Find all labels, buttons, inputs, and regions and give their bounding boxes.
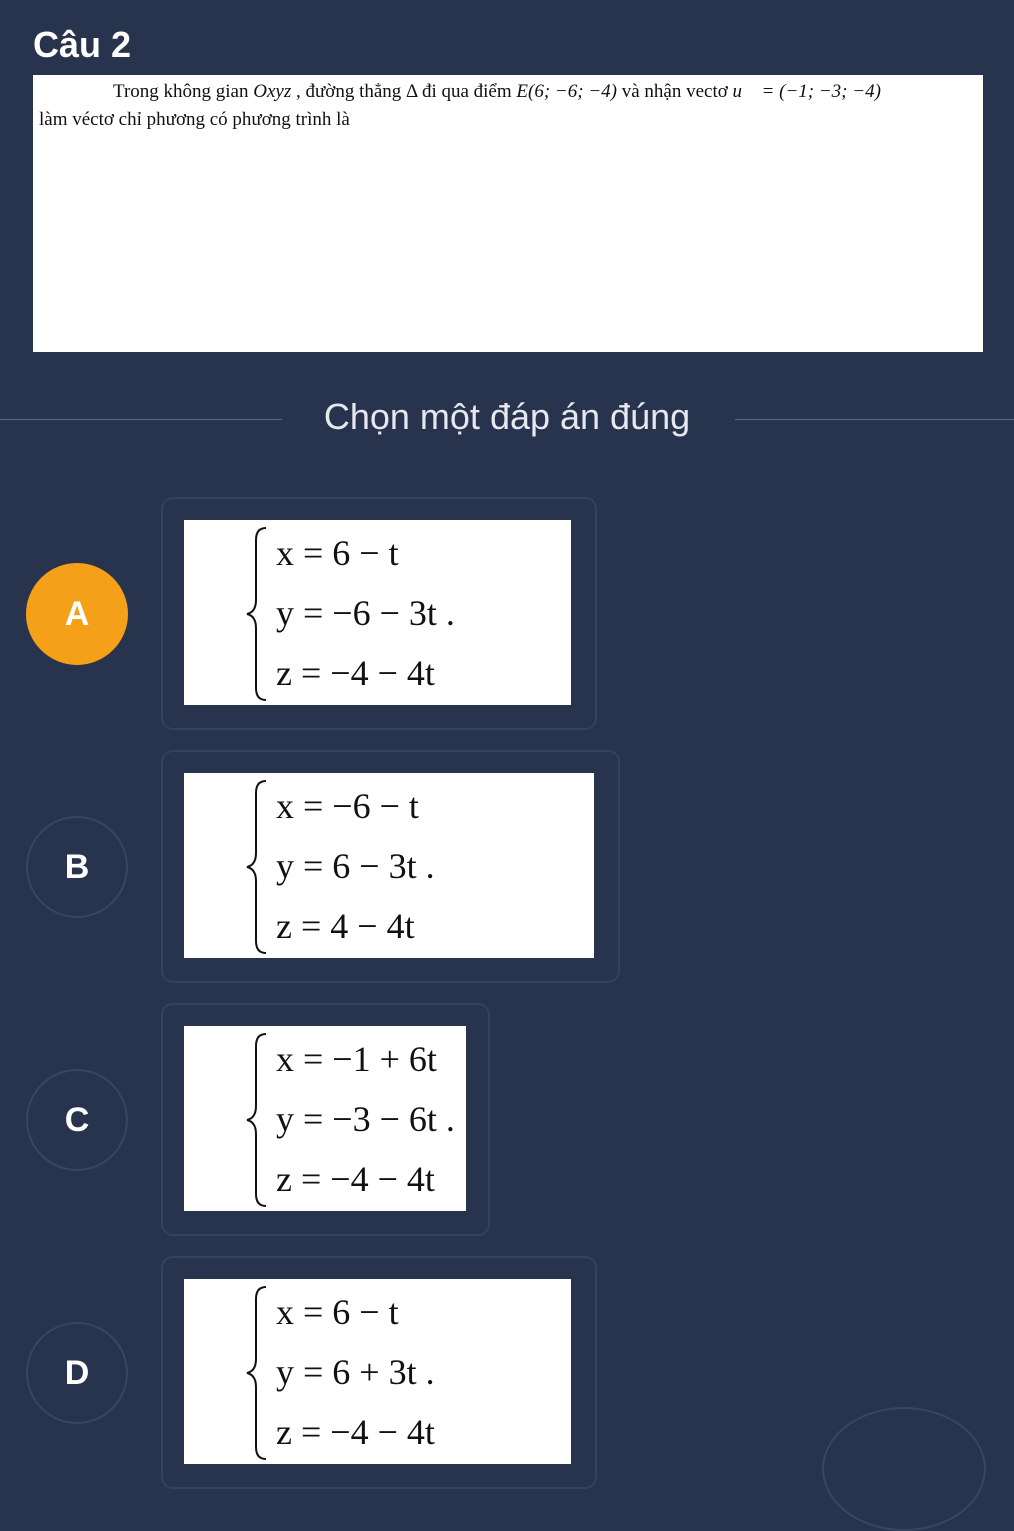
option-c-letter-button[interactable]: C <box>26 1069 128 1171</box>
floating-action-button[interactable] <box>822 1407 986 1531</box>
option-b-y-equation: y = 6 − 3t . <box>276 846 435 886</box>
option-b-equation[interactable] <box>184 773 594 958</box>
option-d-x-equation: x = 6 − t <box>276 1292 399 1332</box>
option-b-letter-button[interactable]: B <box>26 816 128 918</box>
option-c-z-equation: z = −4 − 4t <box>276 1159 435 1199</box>
option-a-z-equation: z = −4 − 4t <box>276 653 435 693</box>
option-b-x-equation: x = −6 − t <box>276 786 419 826</box>
option-d-equation[interactable] <box>184 1279 571 1464</box>
instruction-label: Chọn một đáp án đúng <box>323 396 691 437</box>
option-d-z-equation: z = −4 − 4t <box>276 1412 435 1452</box>
option-b-z-equation: z = 4 − 4t <box>276 906 415 946</box>
question-line-2: làm véctơ chỉ phương có phương trình là <box>39 109 350 130</box>
brace-icon <box>244 777 274 957</box>
question-body <box>33 75 983 352</box>
option-c-x-equation: x = −1 + 6t <box>276 1039 437 1079</box>
brace-icon <box>244 1030 274 1210</box>
brace-icon <box>244 524 274 704</box>
question-title: Câu 2 <box>33 24 132 65</box>
option-a-equation[interactable] <box>184 520 571 705</box>
brace-icon <box>244 1283 274 1463</box>
option-d-letter-button[interactable]: D <box>26 1322 128 1424</box>
option-a-y-equation: y = −6 − 3t . <box>276 593 455 633</box>
option-a-x-equation: x = 6 − t <box>276 533 399 573</box>
question-line-1: Trong không gian Oxyz , đường thẳng Δ đi qua điểm E(6; −6; −4) và nhận vectơ u⃗ = (−1; −3; −4) <box>113 81 881 102</box>
option-c-equation[interactable] <box>184 1026 466 1211</box>
option-d-y-equation: y = 6 + 3t . <box>276 1352 435 1392</box>
option-c-y-equation: y = −3 − 6t . <box>276 1099 455 1139</box>
option-a-letter-button[interactable]: A <box>26 563 128 665</box>
divider-right <box>735 419 1014 420</box>
